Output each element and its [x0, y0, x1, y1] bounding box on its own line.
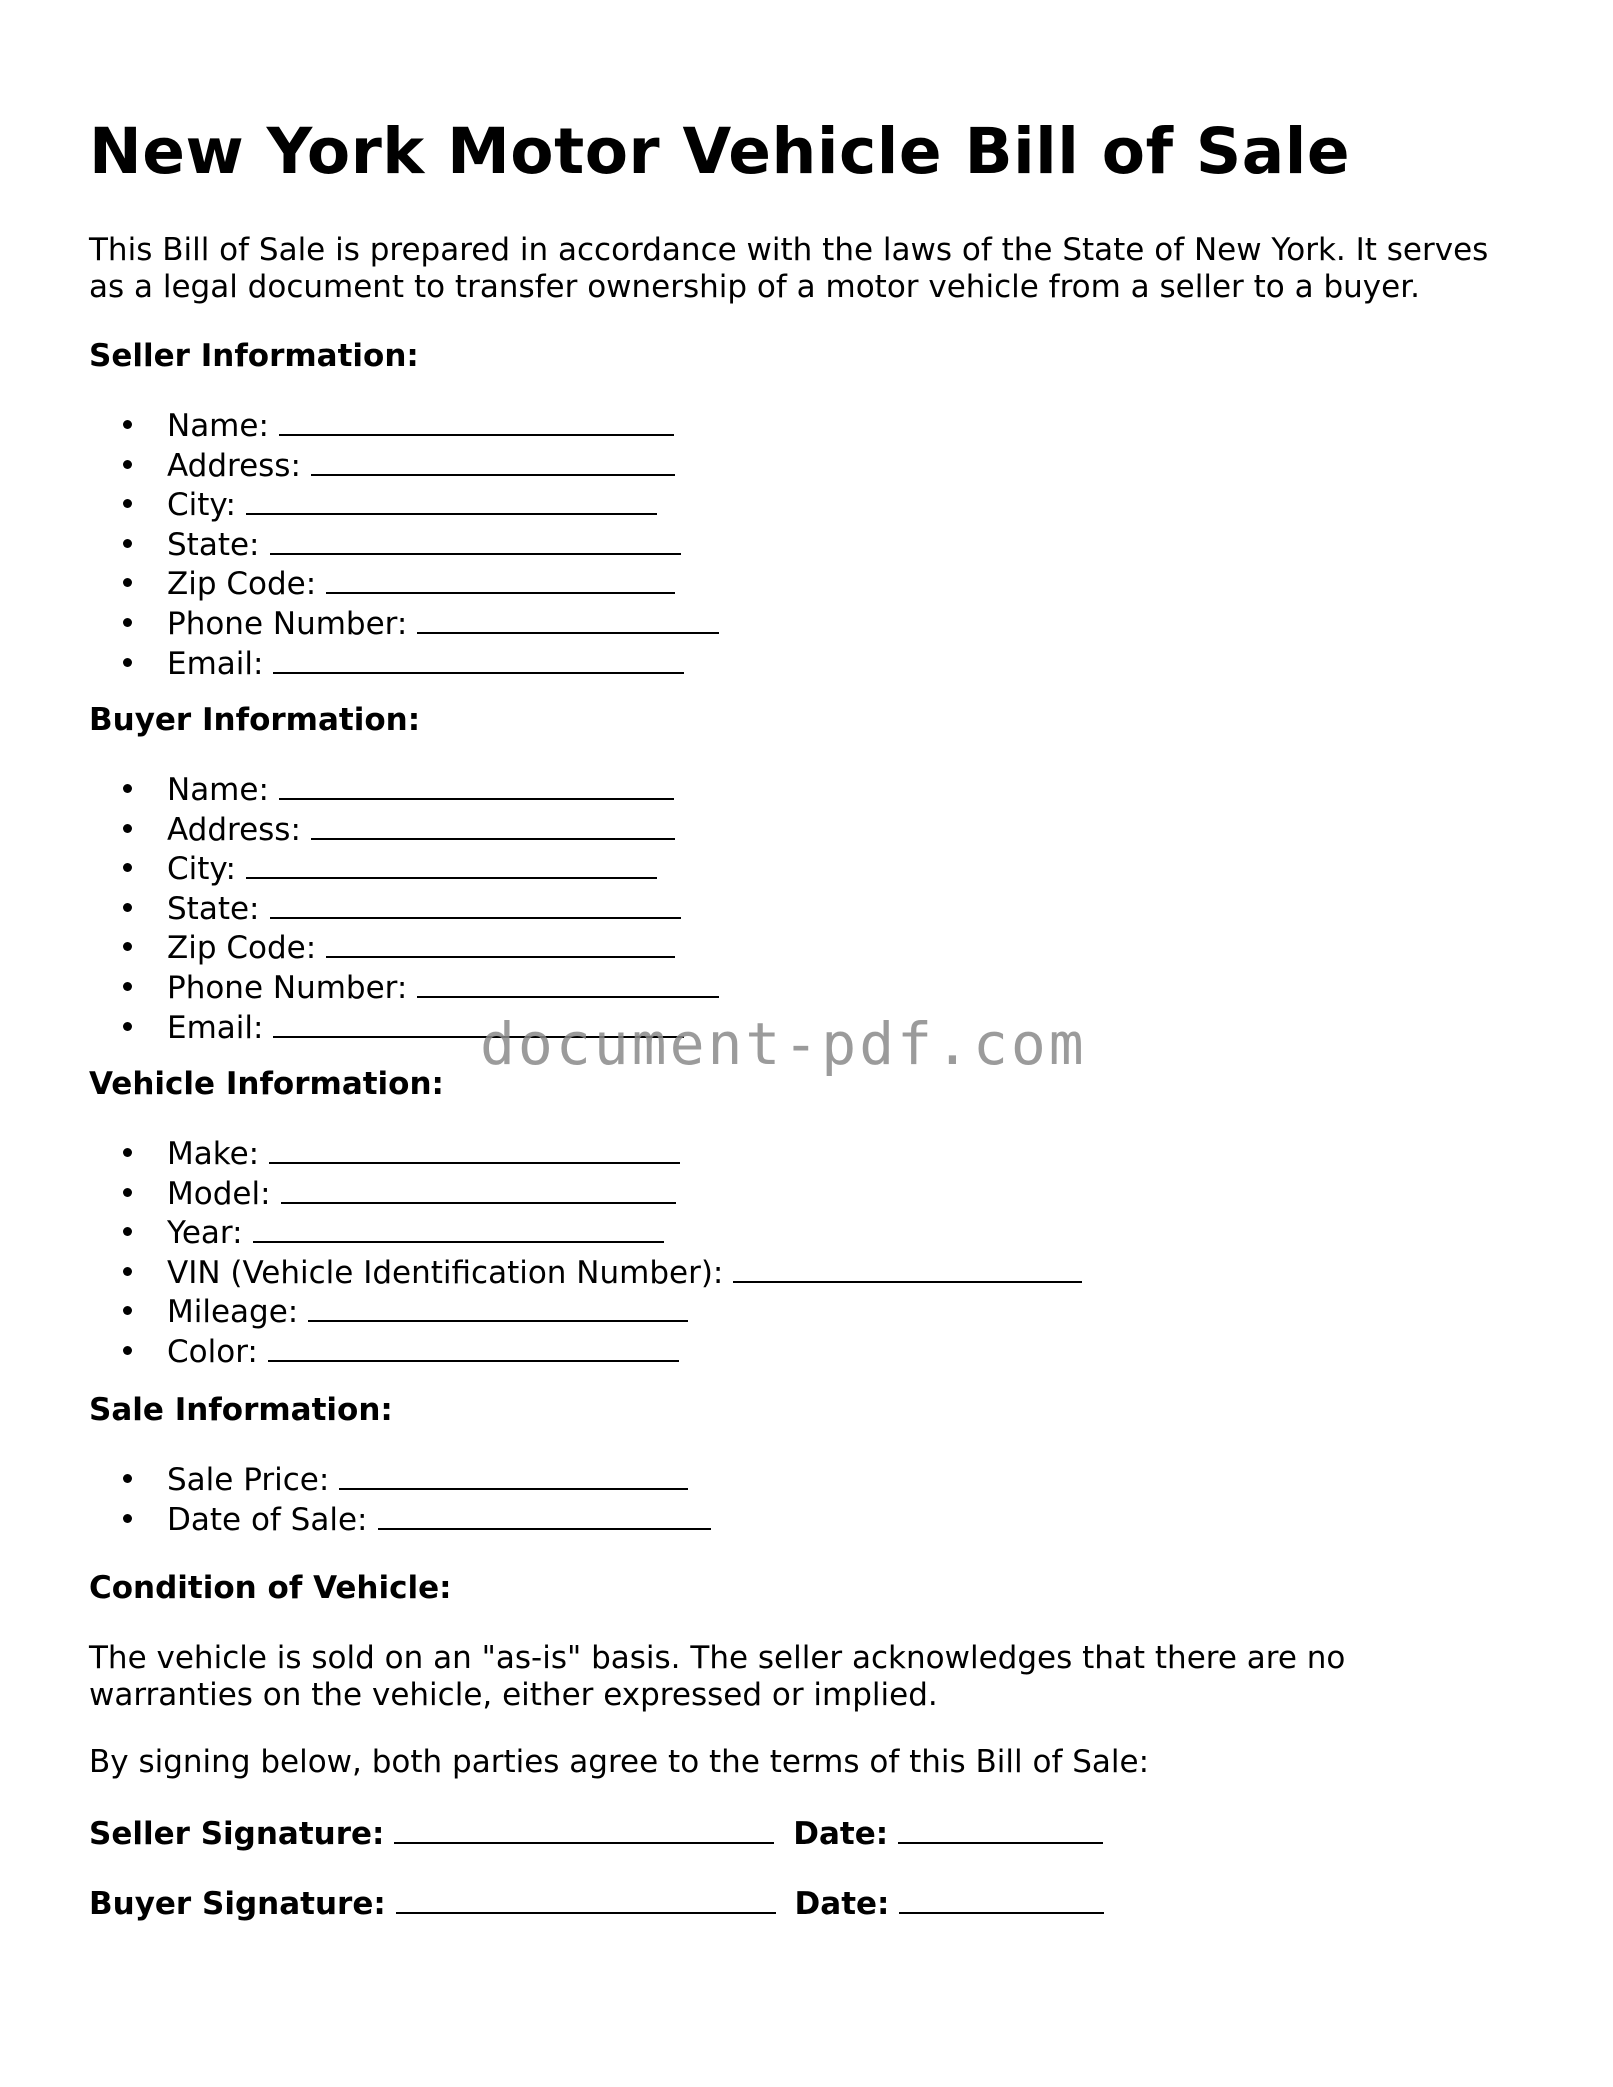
seller-date-blank[interactable] [898, 1814, 1103, 1844]
buyer-phone-blank[interactable] [417, 968, 719, 998]
buyer-name-blank[interactable] [279, 770, 674, 800]
seller-date-label: Date: [793, 1816, 889, 1852]
buyer-zip-blank[interactable] [326, 928, 675, 958]
vehicle-vin-field[interactable]: VIN (Vehicle Identification Number): [167, 1253, 1082, 1293]
buyer-city-blank[interactable] [246, 849, 657, 879]
vehicle-year-field[interactable]: Year: [167, 1213, 1082, 1253]
condition-paragraph: The vehicle is sold on an "as-is" basis. The seller acknowledges that there are no warranties on the vehicle, either expressed or implied. [89, 1640, 1346, 1713]
seller-email-blank[interactable] [273, 644, 684, 674]
seller-phone-blank[interactable] [417, 604, 719, 634]
sale-price-blank[interactable] [339, 1460, 688, 1490]
page-title: New York Motor Vehicle Bill of Sale [89, 115, 1351, 188]
seller-state-blank[interactable] [270, 525, 681, 555]
vehicle-section-heading: Vehicle Information: [89, 1066, 444, 1102]
vehicle-make-blank[interactable] [269, 1134, 680, 1164]
sale-field-list [89, 1460, 711, 1539]
buyer-section-heading: Buyer Information: [89, 702, 421, 738]
buyer-address-blank[interactable] [311, 810, 675, 840]
seller-address-blank[interactable] [311, 446, 675, 476]
vehicle-year-blank[interactable] [253, 1213, 664, 1243]
buyer-city-field[interactable]: City: [167, 849, 719, 889]
buyer-field-list [89, 770, 719, 1047]
agreement-paragraph: By signing below, both parties agree to the terms of this Bill of Sale: [89, 1744, 1150, 1780]
intro-paragraph: This Bill of Sale is prepared in accordance with the laws of the State of New York. It serves as a legal document to transfer ownership of a motor vehicle from a seller to a buyer. [89, 232, 1489, 305]
buyer-state-blank[interactable] [270, 889, 681, 919]
vehicle-model-field[interactable]: Model: [167, 1174, 1082, 1214]
buyer-email-field[interactable]: Email: [167, 1008, 719, 1048]
condition-section-heading: Condition of Vehicle: [89, 1570, 452, 1606]
watermark-text: document-pdf.com [480, 1010, 1087, 1078]
vehicle-mileage-blank[interactable] [308, 1292, 688, 1322]
seller-state-field[interactable]: State: [167, 525, 719, 565]
vehicle-color-field[interactable]: Color: [167, 1332, 1082, 1372]
buyer-signature-line [89, 1884, 1104, 1923]
vehicle-field-list [89, 1134, 1082, 1372]
sale-price-field[interactable]: Sale Price: [167, 1460, 711, 1500]
buyer-date-blank[interactable] [899, 1884, 1104, 1914]
buyer-zip-field[interactable]: Zip Code: [167, 928, 719, 968]
vehicle-color-blank[interactable] [268, 1332, 679, 1362]
seller-signature-line [89, 1814, 1103, 1853]
sale-section-heading: Sale Information: [89, 1392, 393, 1428]
vehicle-model-blank[interactable] [281, 1174, 676, 1204]
buyer-state-field[interactable]: State: [167, 889, 719, 929]
vehicle-vin-blank[interactable] [733, 1253, 1082, 1283]
vehicle-mileage-field[interactable]: Mileage: [167, 1292, 1082, 1332]
sale-date-field[interactable]: Date of Sale: [167, 1500, 711, 1540]
seller-signature-blank[interactable] [394, 1814, 774, 1844]
seller-email-field[interactable]: Email: [167, 644, 719, 684]
buyer-signature-blank[interactable] [396, 1884, 776, 1914]
seller-city-field[interactable]: City: [167, 485, 719, 525]
buyer-name-field[interactable]: Name: [167, 770, 719, 810]
seller-section-heading: Seller Information: [89, 338, 419, 374]
seller-name-field[interactable]: Name: [167, 406, 719, 446]
buyer-address-field[interactable]: Address: [167, 810, 719, 850]
sale-date-blank[interactable] [378, 1500, 711, 1530]
buyer-date-label: Date: [794, 1886, 890, 1922]
buyer-phone-field[interactable]: Phone Number: [167, 968, 719, 1008]
seller-field-list [89, 406, 719, 683]
seller-name-blank[interactable] [279, 406, 674, 436]
vehicle-make-field[interactable]: Make: [167, 1134, 1082, 1174]
seller-signature-label: Seller Signature: [89, 1816, 385, 1852]
seller-zip-blank[interactable] [326, 564, 675, 594]
seller-address-field[interactable]: Address: [167, 446, 719, 486]
seller-phone-field[interactable]: Phone Number: [167, 604, 719, 644]
seller-city-blank[interactable] [246, 485, 657, 515]
seller-zip-field[interactable]: Zip Code: [167, 564, 719, 604]
buyer-signature-label: Buyer Signature: [89, 1886, 386, 1922]
